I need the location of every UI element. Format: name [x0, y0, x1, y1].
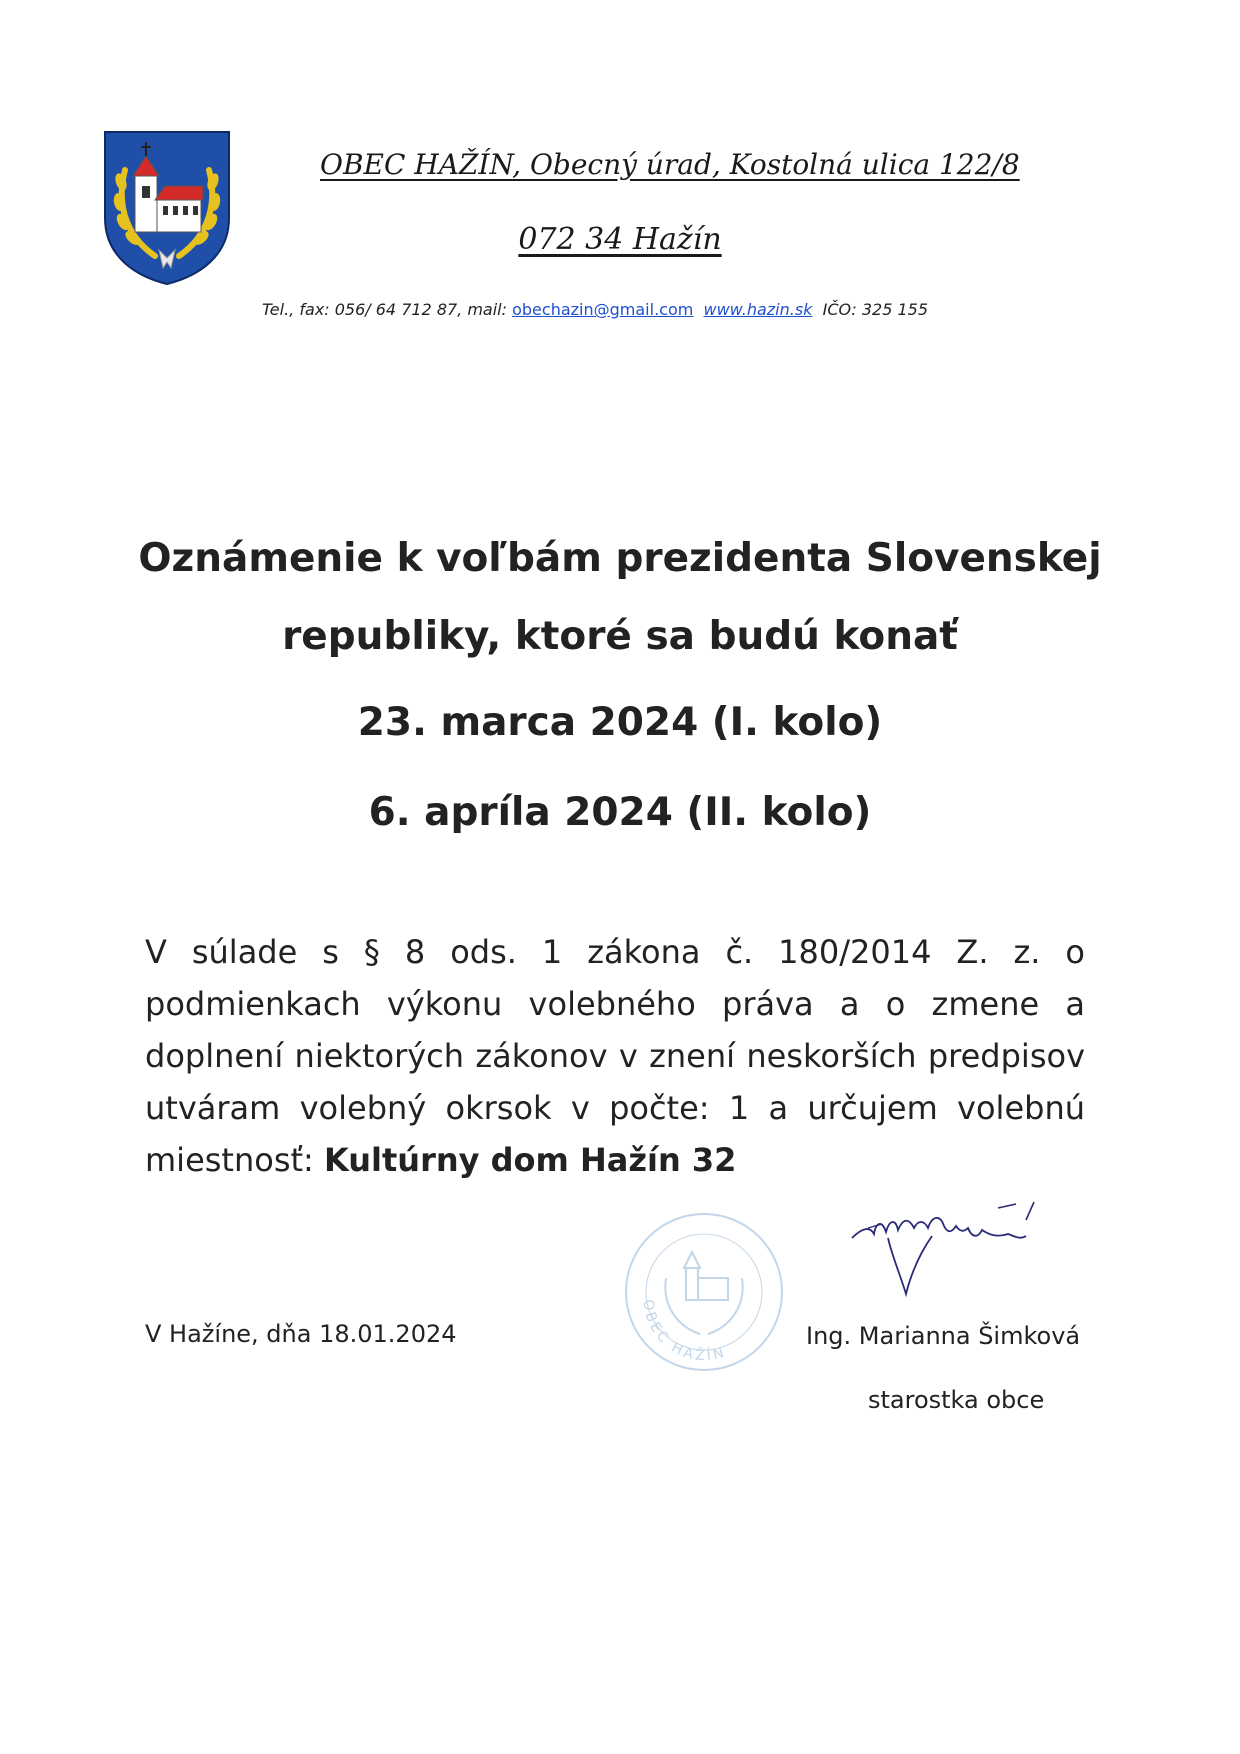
header-postal-code-city: 072 34 Hažín: [518, 222, 722, 257]
contact-website-link[interactable]: www.hazin.sk: [703, 300, 813, 319]
notice-body-paragraph: [145, 926, 1085, 1186]
signer-role: starostka obce: [868, 1386, 1045, 1414]
header-contact-line: [262, 300, 928, 319]
signer-name: Ing. Marianna Šimková: [806, 1322, 1081, 1350]
contact-email-link[interactable]: obechazin@gmail.com: [512, 300, 694, 319]
contact-phone-fax: Tel., fax: 056/ 64 712 87, mail:: [262, 300, 513, 319]
place-and-date: V Hažíne, dňa 18.01.2024: [145, 1320, 457, 1348]
header-office-address: OBEC HAŽÍN, Obecný úrad, Kostolná ulica 122/8: [320, 148, 1020, 181]
contact-ico: IČO: 325 155: [822, 300, 929, 319]
polling-station-location: Kultúrny dom Hažín 32: [324, 1141, 737, 1179]
notice-body-text: V súlade s § 8 ods. 1 zákona č. 180/2014 Z. z. o podmienkach výkonu volebného práva a o zmene a doplnení niektorých zákonov v znení neskorších predpisov utváram volebný okrsok v počte: 1 a určujem volebnú miestnosť:: [145, 933, 1085, 1179]
stamp-text: OBEC HAŽÍN: [639, 1298, 729, 1365]
notice-title-line1: Oznámenie k voľbám prezidenta Slovenskej: [138, 536, 1102, 581]
election-round1-date: 23. marca 2024 (I. kolo): [357, 700, 883, 745]
notice-title-line2: republiky, ktoré sa budú konať: [282, 614, 958, 659]
coat-of-arms-icon: [103, 130, 231, 286]
official-stamp-icon: [620, 1208, 788, 1376]
election-round2-date: 6. apríla 2024 (II. kolo): [368, 790, 872, 835]
handwritten-signature-icon: [848, 1198, 1048, 1308]
